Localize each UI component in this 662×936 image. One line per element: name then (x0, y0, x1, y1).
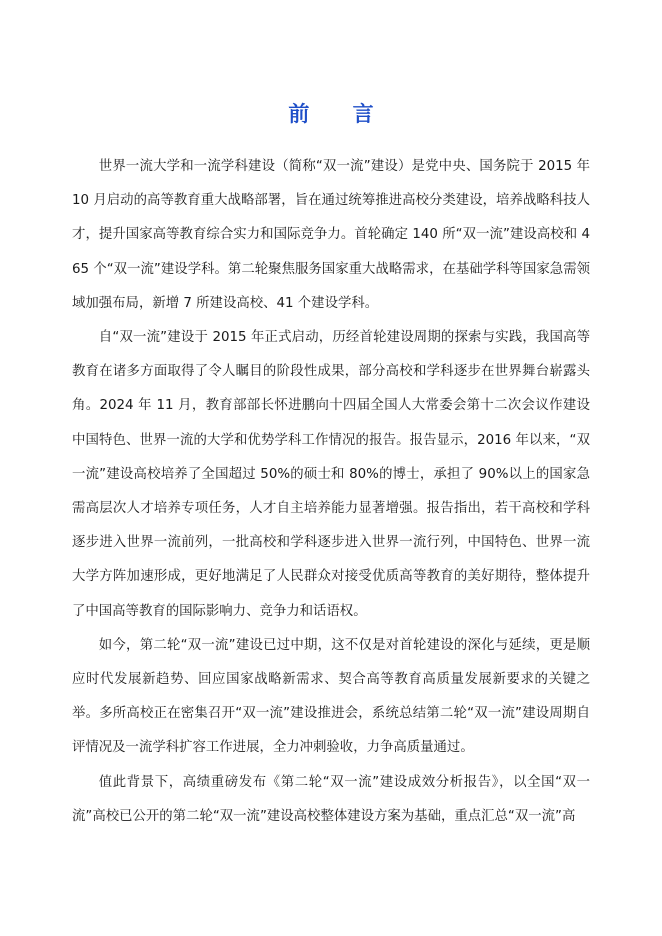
paragraph-second-round: 如今，第二轮“双一流”建设已过中期，这不仅是对首轮建设的深化与延续，更是顺应时代发展新趋势、回应国家战略新需求、契合高等教育高质量发展新要求的关键之举。多所高校正在密集召开“双一流”建设推进会，系统总结第二轮“双一流”建设周期自评情况及一流学科扩容工作进展，全力冲刺验收，力争高质量通过。 (72, 637, 590, 756)
page-title: 前 言 (288, 102, 392, 126)
paragraph-intro: 世界一流大学和一流学科建设（简称“双一流”建设）是党中央、国务院于 2015 年 10 月启动的高等教育重大战略部署，旨在通过统筹推进高校分类建设，培养战略科技人才，提升国家高等教育综合实力和国际竞争力。首轮确定 140 所“双一流”建设高校和 465 个“双一流”建设学科。第二轮聚焦服务国家重大战略需求，在基础学科等国家急需领域加强布局，新增 7 所建设高校、41 个建设学科。 (72, 159, 590, 311)
document-body (72, 150, 590, 834)
paragraph-achievements: 自“双一流”建设于 2015 年正式启动，历经首轮建设周期的探索与实践，我国高等教育在诸多方面取得了令人瞩目的阶段性成果，部分高校和学科逐步在世界舞台崭露头角。2024 年 11 月，教育部部长怀进鹏向十四届全国人大常委会第十二次会议作建设中国特色、世界一流的大学和优势学科工作情况的报告。报告显示，2016 年以来，“双一流”建设高校培养了全国超过 50%的硕士和 80%的博士，承担了 90%以上的国家急需高层次人才培养专项任务，人才自主培养能力显著增强。报告指出，若干高校和学科逐步进入世界一流前列，一批高校和学科逐步进入世界一流行列，中国特色、世界一流大学方阵加速形成，更好地满足了人民群众对接受优质高等教育的美好期待，整体提升了中国高等教育的国际影响力、竞争力和话语权。 (72, 330, 590, 619)
paragraph-report-release: 值此背景下，高绩重磅发布《第二轮“双一流”建设成效分析报告》，以全国“双一流”高校已公开的第二轮“双一流”建设高校整体建设方案为基础，重点汇总“双一流”高 (72, 774, 590, 824)
